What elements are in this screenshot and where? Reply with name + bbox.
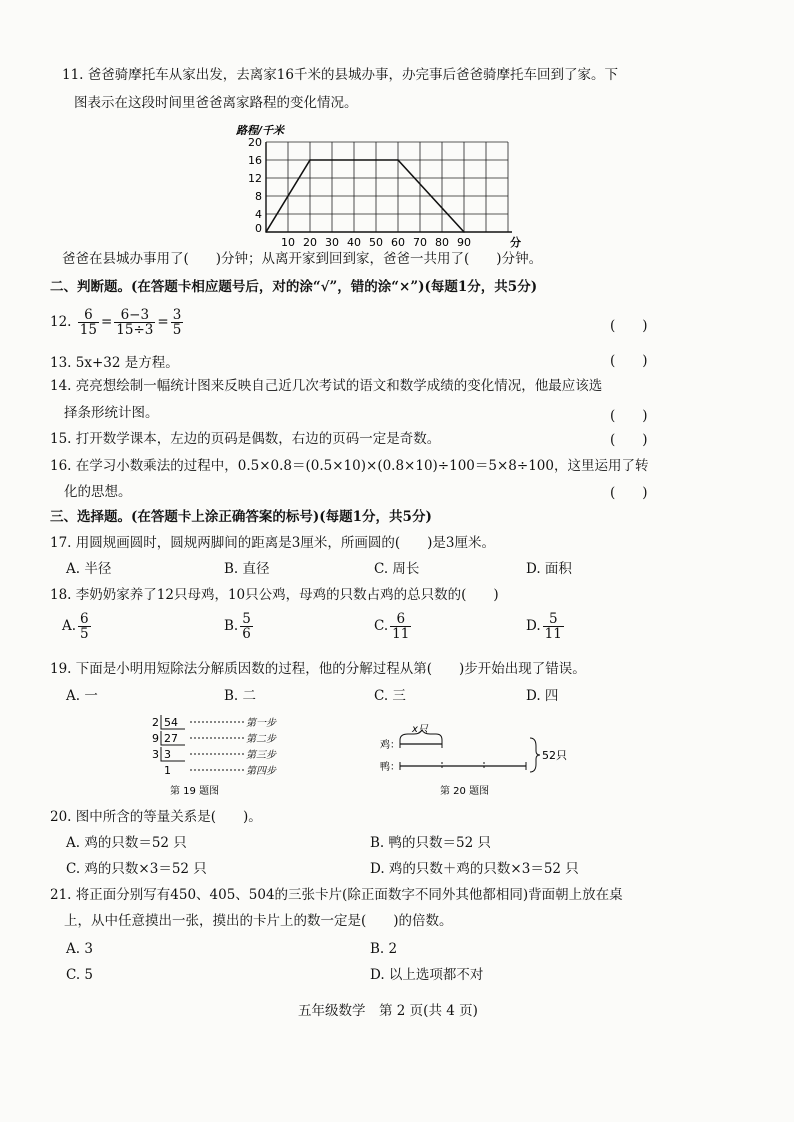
x-tick-label: 80: [435, 236, 449, 249]
fig19-val-1: 54: [164, 716, 178, 729]
q20-option-d[interactable]: D. 鸡的只数＋鸡的只数×3＝52 只: [370, 861, 579, 877]
x-tick-label: 70: [413, 236, 427, 249]
q12-number: 12.: [50, 314, 72, 330]
q19: 19. 下面是小明用短除法分解质因数的过程，他的分解过程从第( )步开始出现了错误。: [50, 661, 586, 677]
x-tick-label: 0: [255, 222, 262, 235]
q18-b-fraction: [240, 612, 253, 641]
q18-b-num: 5: [242, 611, 251, 627]
q12-f2-num: 6−3: [120, 307, 150, 323]
q18-d-label: D.: [526, 618, 541, 634]
y-tick-label: 12: [248, 172, 262, 185]
x-tick-label: 60: [391, 236, 405, 249]
x-tick-label: 50: [369, 236, 383, 249]
fig19-step-4: 第四步: [246, 766, 276, 777]
fig20-total-label: 52只: [542, 749, 567, 762]
fig19-val-3: 3: [164, 748, 171, 761]
q11-answer: 爸爸在县城办事用了( )分钟；从离开家到回到家，爸爸一共用了( )分钟。: [62, 251, 543, 267]
q18-d-num: 5: [548, 611, 558, 627]
q12-fraction-3: [171, 308, 184, 337]
data-point: [463, 231, 465, 233]
y-tick-label: 20: [248, 136, 262, 149]
q12-fraction-2: [114, 308, 155, 337]
q21-line2: 上，从中任意摸出一张，摸出的卡片上的数一定是( )的倍数。: [64, 913, 453, 929]
q15-answer-paren[interactable]: ( ): [610, 432, 648, 448]
q17-option-a[interactable]: A. 半径: [66, 561, 112, 577]
y-axis-label: 路程/千米: [236, 124, 285, 137]
fig20-chicken-label: 鸡：: [380, 740, 400, 751]
section3-title: 三、选择题。(在答题卡上涂正确答案的标号)(每题1分，共5分): [50, 509, 432, 525]
q21-option-b[interactable]: B. 2: [370, 941, 398, 957]
q14-answer-paren[interactable]: ( ): [610, 408, 648, 424]
q21-option-d[interactable]: D. 以上选项都不对: [370, 967, 484, 983]
fig20-x-label: x只: [412, 724, 428, 735]
q18-option-d[interactable]: [526, 612, 566, 641]
q18-d-den: 11: [544, 626, 562, 642]
q12-f2-den: 15÷3: [116, 322, 154, 338]
q12-f3-num: 3: [172, 307, 182, 323]
q18-a-num: 6: [80, 611, 89, 627]
q15: 15. 打开数学课本，左边的页码是偶数，右边的页码一定是奇数。: [50, 431, 441, 447]
q12-fraction-1: [78, 308, 99, 337]
q21-line1: 21. 将正面分别写有450、405、504的三张卡片(除正面数字不同外其他都相同)背面朝上放在桌: [50, 887, 623, 903]
q14-line2: 择条形统计图。: [64, 405, 159, 421]
data-point: [309, 159, 311, 161]
q18-c-den: 11: [392, 626, 410, 642]
fig19-caption: 第 19 题图: [170, 786, 220, 797]
q21-option-a[interactable]: A. 3: [66, 941, 93, 957]
distance-time-chart: [232, 122, 532, 249]
q18-c-num: 6: [396, 611, 406, 627]
x-tick-label: 10: [281, 236, 295, 249]
fig19-div-3: 3: [152, 748, 159, 761]
q18-b-label: B.: [224, 618, 239, 634]
x-tick-label: 30: [325, 236, 339, 249]
section2-title: 二、判断题。(在答题卡相应题号后，对的涂“√”，错的涂“×”)(每题1分，共5分): [50, 279, 538, 295]
x-tick-label: 40: [347, 236, 361, 249]
q19-option-a[interactable]: A. 一: [66, 688, 98, 704]
q12: 12. $\frac{6}{15}$ = $\frac{6-3}{15\div 3}$ = $\frac{3}{5}$: [50, 307, 182, 338]
q16-line1: 16. 在学习小数乘法的过程中，0.5×0.8＝(0.5×10)×(0.8×10)÷100＝5×8÷100，这里运用了转: [50, 458, 649, 474]
q17: 17. 用圆规画圆时，圆规两脚间的距离是3厘米，所画圆的( )是3厘米。: [50, 535, 495, 551]
x-tick-label: 90: [457, 236, 471, 249]
y-tick-label: 16: [248, 154, 262, 167]
q17-option-c[interactable]: C. 周长: [374, 561, 420, 577]
q18-c-label: C.: [374, 618, 389, 634]
q18-option-b[interactable]: [224, 612, 255, 641]
q18-option-c[interactable]: [374, 612, 413, 641]
q20-option-c[interactable]: C. 鸡的只数×3＝52 只: [66, 861, 207, 877]
q18-option-a[interactable]: [62, 612, 93, 641]
q12-f3-den: 5: [172, 322, 182, 338]
q19-option-c[interactable]: C. 三: [374, 688, 406, 704]
q20-option-a[interactable]: A. 鸡的只数＝52 只: [66, 835, 187, 851]
x-axis-label: 分: [510, 236, 521, 249]
fig19-step-3: 第三步: [246, 750, 276, 761]
q11-text-line2: 图表示在这段时间里爸爸离家路程的变化情况。: [74, 95, 358, 111]
fig19-div-1: 2: [152, 716, 159, 729]
q18-d-fraction: [543, 612, 564, 641]
y-tick-label: 8: [255, 190, 262, 203]
q12-f1-num: 6: [84, 307, 93, 323]
q18-a-label: A.: [62, 618, 77, 634]
q13-answer-paren[interactable]: ( ): [610, 353, 648, 369]
data-point: [397, 159, 399, 161]
fig20-caption: 第 20 题图: [440, 786, 490, 797]
q18-c-fraction: [390, 612, 411, 641]
x-tick-label: 20: [303, 236, 317, 249]
fig19-step-2: 第二步: [246, 734, 276, 745]
y-tick-label: 4: [255, 208, 262, 221]
q18-a-den: 5: [80, 626, 89, 642]
q21-option-c[interactable]: C. 5: [66, 967, 94, 983]
page-footer: 五年级数学 第 2 页(共 4 页): [298, 1003, 478, 1019]
q17-option-b[interactable]: B. 直径: [224, 561, 270, 577]
q20-option-b[interactable]: B. 鸭的只数＝52 只: [370, 835, 491, 851]
q20: 20. 图中所含的等量关系是( )。: [50, 809, 262, 825]
q14-line1: 14. 亮亮想绘制一幅统计图来反映自己近几次考试的语文和数学成绩的变化情况，他最应该选: [50, 378, 603, 394]
q11-text-line1: 11. 爸爸骑摩托车从家出发，去离家16千米的县城办事，办完事后爸爸骑摩托车回到了家。下: [62, 67, 618, 83]
q16-answer-paren[interactable]: ( ): [610, 485, 648, 501]
q13: 13. 5x+32 是方程。: [50, 355, 179, 371]
figure-19-short-division: [140, 712, 310, 802]
q16-line2: 化的思想。: [64, 484, 132, 500]
fig19-val-4: 1: [164, 764, 171, 777]
q17-option-d[interactable]: D. 面积: [526, 561, 572, 577]
figure-20-segment-diagram: [378, 718, 578, 808]
q18-b-den: 6: [242, 626, 251, 642]
q19-option-d[interactable]: D. 四: [526, 688, 559, 704]
fig19-step-1: 第一步: [246, 718, 276, 729]
fig19-val-2: 27: [164, 732, 178, 745]
fig19-div-2: 9: [152, 732, 159, 745]
q12-answer-paren[interactable]: ( ): [610, 318, 648, 334]
q12-f1-den: 15: [79, 322, 97, 338]
q19-option-b[interactable]: B. 二: [224, 688, 257, 704]
data-point: [265, 231, 267, 233]
q18-a-fraction: [78, 612, 91, 641]
q18: 18. 李奶奶家养了12只母鸡，10只公鸡，母鸡的只数占鸡的总只数的( ): [50, 587, 499, 603]
fig20-duck-label: 鸭：: [380, 762, 400, 773]
